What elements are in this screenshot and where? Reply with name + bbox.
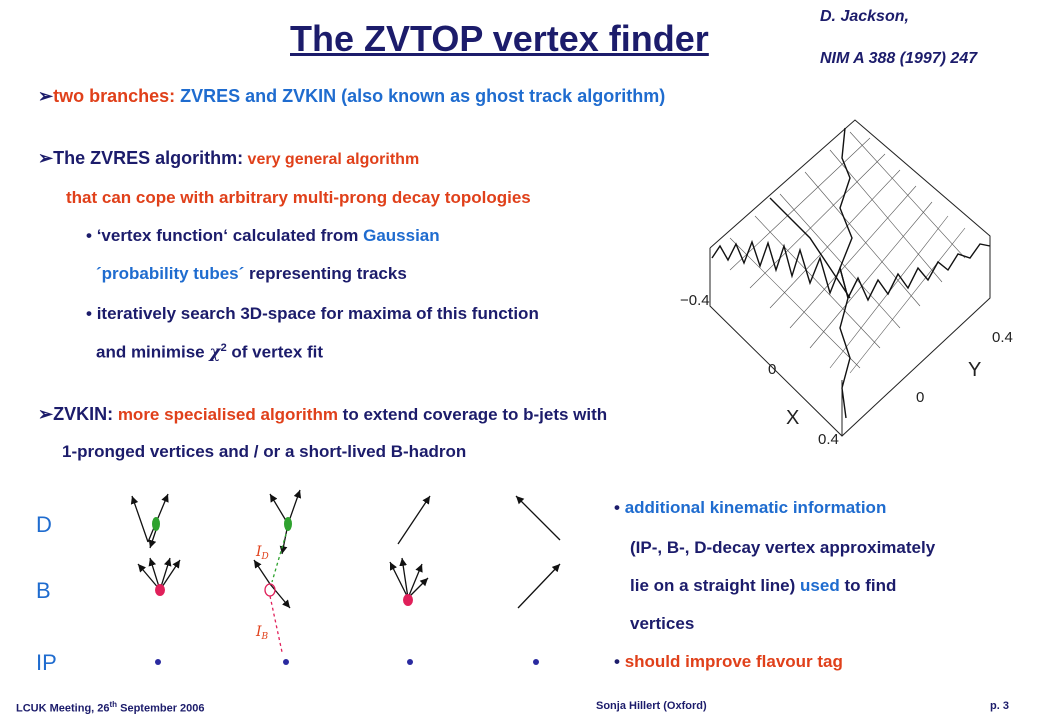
chi-symbol: χ: [209, 342, 221, 363]
bullet-arrow-icon: ➢: [38, 148, 54, 168]
reference-author: D. Jackson,: [820, 8, 909, 25]
bullet-dot-icon: •: [86, 226, 92, 245]
kinematic-line3-b: used: [800, 576, 840, 595]
slide-title: The ZVTOP vertex finder: [290, 18, 709, 59]
ip-point-4: [533, 659, 539, 665]
zvres-head-tail: very general algorithm: [243, 151, 420, 168]
footer-left-sup: th: [109, 700, 118, 709]
vertex-function-surface-plot: [680, 118, 1030, 458]
plot-y-label: Y: [968, 359, 982, 381]
id-label: $I_D$: [256, 544, 269, 562]
ib-label: $I_B$: [256, 624, 269, 642]
bullet1-line2-a: ´probability tubes´: [96, 264, 245, 283]
zvres-bullet2: [86, 304, 539, 324]
plot-pos-tick: 0.4: [992, 329, 1013, 346]
b-vertex-2: [265, 584, 275, 596]
branches-line: [38, 86, 665, 107]
bullet-arrow-icon: ➢: [38, 404, 54, 424]
label-ip: IP: [36, 650, 57, 675]
chi-exponent: 2: [220, 342, 227, 354]
d-vertex-1: [152, 517, 160, 531]
zvres-bullet1-line2: [96, 264, 407, 284]
plot-zero-right: 0: [916, 389, 925, 406]
zvkin-heading: [38, 404, 607, 425]
ip-point-2: [283, 659, 289, 665]
footer-page: p. 3: [990, 700, 1009, 712]
kinematic-line2: (IP-, B-, D-decay vertex approximately: [630, 538, 936, 557]
label-b: B: [36, 578, 51, 603]
plot-x-value: 0.4: [818, 431, 839, 448]
label-d: D: [36, 512, 52, 537]
footer-left-a: LCUK Meeting, 26: [16, 702, 110, 715]
ip-point-1: [155, 659, 161, 665]
reference-journal: NIM A 388 (1997) 247: [820, 50, 978, 67]
zvres-bullet2-line2: [96, 342, 323, 363]
flavour-bullet: [614, 652, 843, 672]
bullet-dot-icon: •: [614, 652, 620, 671]
b-vertex-3: [403, 594, 413, 606]
plot-x-label: X: [786, 407, 800, 429]
branches-lead: two branches:: [53, 86, 176, 106]
b-vertex-1: [155, 584, 165, 596]
d-vertex-2: [284, 517, 292, 531]
plot-neg-tick: −0.4: [680, 292, 710, 309]
bullet2-line2-b: of vertex fit: [226, 342, 324, 362]
kinematic-line3-c: to find: [839, 576, 897, 595]
bullet1-text-b: Gaussian: [363, 226, 440, 245]
zvkin-head: ZVKIN:: [53, 404, 114, 424]
bullet2-line2-a: and minimise: [96, 342, 210, 362]
zvkin-tail: to extend coverage to b-jets with: [337, 405, 608, 424]
kinematic-line1: additional kinematic information: [624, 498, 887, 517]
bullet-arrow-icon: ➢: [38, 86, 54, 106]
zvres-heading: [38, 148, 419, 169]
kinematic-line4: vertices: [630, 614, 695, 633]
flavour-text: should improve flavour tag: [624, 652, 843, 671]
kinematic-bullet: [614, 498, 886, 518]
topology-diagram: [30, 480, 590, 690]
bullet-dot-icon: •: [86, 304, 92, 323]
kinematic-line3: [630, 576, 896, 596]
bullet1-text-a: ‘vertex function‘ calculated from: [96, 226, 364, 245]
zvkin-line2: 1-pronged vertices and / or a short-lived B-hadron: [62, 442, 467, 461]
zvkin-mid: more specialised algorithm: [113, 405, 338, 424]
plot-zero-left: 0: [768, 361, 777, 378]
footer-center: Sonja Hillert (Oxford): [596, 700, 707, 712]
ip-point-3: [407, 659, 413, 665]
kinematic-line3-a: lie on a straight line): [630, 576, 801, 595]
bullet2-text: iteratively search 3D-space for maxima of this function: [96, 304, 539, 323]
branches-rest: ZVRES and ZVKIN (also known as ghost track algorithm): [175, 86, 666, 106]
bullet1-line2-b: representing tracks: [244, 264, 407, 283]
zvres-head: The ZVRES algorithm:: [53, 148, 244, 168]
zvres-line2: that can cope with arbitrary multi-prong decay topologies: [66, 188, 531, 207]
bullet-dot-icon: •: [614, 498, 620, 517]
footer-left-tail: September 2006: [117, 702, 205, 715]
footer-left: [16, 700, 205, 715]
zvres-bullet1: [86, 226, 440, 246]
